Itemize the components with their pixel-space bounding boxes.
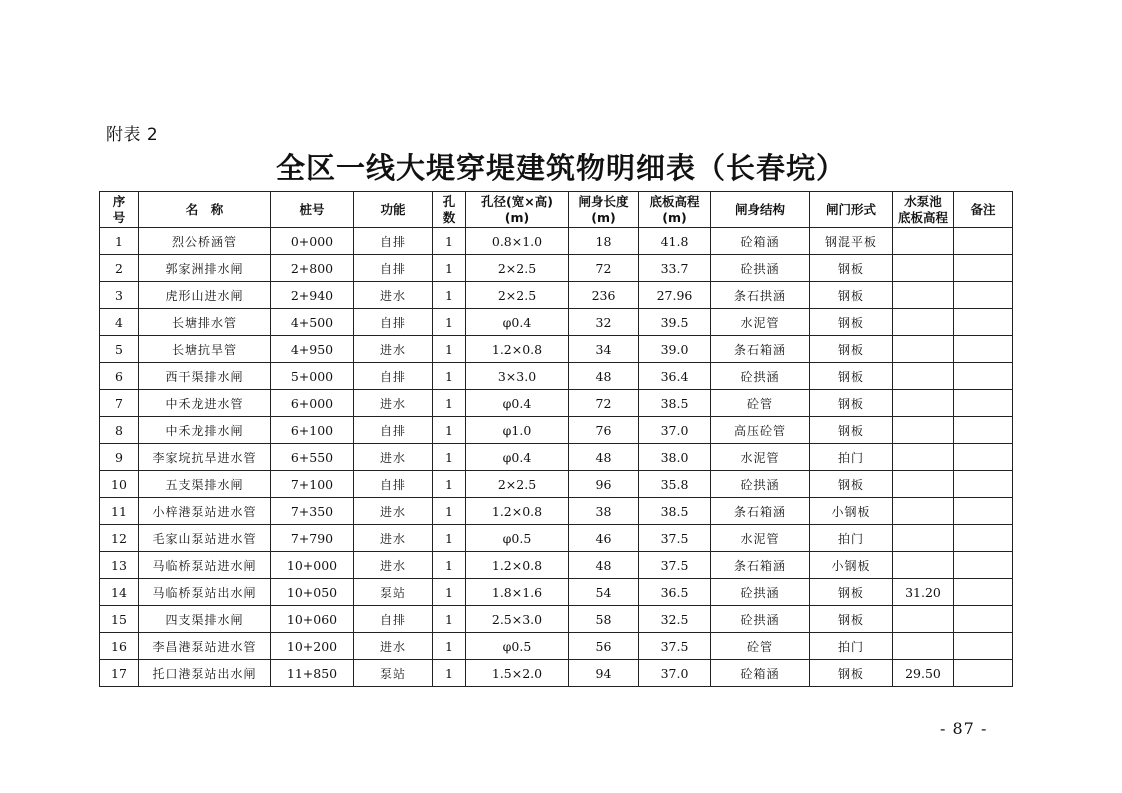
table-cell: 1: [433, 282, 466, 309]
table-cell: φ0.5: [466, 633, 569, 660]
table-cell: 17: [100, 660, 139, 687]
table-cell: 1.2×0.8: [466, 552, 569, 579]
table-cell: [893, 471, 954, 498]
table-cell: 37.0: [639, 660, 711, 687]
table-cell: 72: [569, 390, 639, 417]
column-header-line2: 号: [112, 209, 126, 225]
table-cell: 自排: [354, 228, 433, 255]
table-cell: 2: [100, 255, 139, 282]
page-number: - 87 -: [940, 719, 988, 738]
table-cell: 36.5: [639, 579, 711, 606]
table-cell: 自排: [354, 417, 433, 444]
table-cell: [893, 336, 954, 363]
table-cell: 1.5×2.0: [466, 660, 569, 687]
table-cell: 94: [569, 660, 639, 687]
table-cell: [893, 282, 954, 309]
table-cell: 2×2.5: [466, 282, 569, 309]
table-cell: 0.8×1.0: [466, 228, 569, 255]
table-cell: 砼拱涵: [711, 363, 810, 390]
table-row: [100, 417, 1013, 444]
table-cell: 7+790: [271, 525, 354, 552]
table-cell: 38.0: [639, 444, 711, 471]
table-row: [100, 390, 1013, 417]
table-cell: [954, 525, 1013, 552]
table-cell: 27.96: [639, 282, 711, 309]
column-header-line1: 水泵池: [904, 193, 942, 209]
table-cell: 钢板: [810, 363, 893, 390]
table-cell: 泵站: [354, 579, 433, 606]
table-cell: 进水: [354, 498, 433, 525]
table-cell: 虎形山进水闸: [139, 282, 271, 309]
table-cell: 5+000: [271, 363, 354, 390]
table-cell: 1: [433, 390, 466, 417]
table-cell: 37.0: [639, 417, 711, 444]
table-cell: 1.2×0.8: [466, 336, 569, 363]
table-cell: 32.5: [639, 606, 711, 633]
table-cell: [954, 390, 1013, 417]
table-cell: 38.5: [639, 498, 711, 525]
table-cell: [893, 417, 954, 444]
table-cell: 进水: [354, 390, 433, 417]
column-header: [466, 192, 569, 228]
table-row: [100, 255, 1013, 282]
column-header-line2: (m): [591, 209, 616, 225]
table-cell: [893, 633, 954, 660]
table-cell: [954, 660, 1013, 687]
table-cell: 钢板: [810, 471, 893, 498]
table-cell: φ1.0: [466, 417, 569, 444]
table-cell: 4: [100, 309, 139, 336]
column-header: [100, 192, 139, 228]
table-cell: [954, 606, 1013, 633]
table-cell: 进水: [354, 552, 433, 579]
table-cell: 0+000: [271, 228, 354, 255]
table-cell: 58: [569, 606, 639, 633]
table-cell: 自排: [354, 471, 433, 498]
table-cell: 钢板: [810, 417, 893, 444]
table-cell: 1: [433, 363, 466, 390]
column-header-line1: 闸门形式: [825, 201, 876, 217]
structures-table: [99, 191, 1013, 687]
table-cell: [954, 309, 1013, 336]
table-cell: 11: [100, 498, 139, 525]
table-cell: 1: [433, 633, 466, 660]
table-row: [100, 552, 1013, 579]
table-cell: 48: [569, 444, 639, 471]
table-cell: 10+000: [271, 552, 354, 579]
table-cell: 7+350: [271, 498, 354, 525]
table-cell: 37.5: [639, 525, 711, 552]
table-cell: 五支渠排水闸: [139, 471, 271, 498]
table-cell: 马临桥泵站进水闸: [139, 552, 271, 579]
table-cell: 16: [100, 633, 139, 660]
column-header-line1: 名 称: [185, 201, 224, 217]
table-cell: 托口港泵站出水闸: [139, 660, 271, 687]
table-row: [100, 336, 1013, 363]
table-cell: 李昌港泵站进水管: [139, 633, 271, 660]
table-cell: 11+850: [271, 660, 354, 687]
table-cell: [893, 228, 954, 255]
table-cell: [954, 579, 1013, 606]
column-header: [639, 192, 711, 228]
table-cell: [954, 633, 1013, 660]
table-cell: 砼拱涵: [711, 255, 810, 282]
table-cell: φ0.5: [466, 525, 569, 552]
table-cell: [893, 444, 954, 471]
table-cell: 毛家山泵站进水管: [139, 525, 271, 552]
table-cell: 水泥管: [711, 444, 810, 471]
table-cell: 条石箱涵: [711, 498, 810, 525]
table-row: [100, 579, 1013, 606]
table-cell: 钢板: [810, 579, 893, 606]
table-cell: 砼箱涵: [711, 660, 810, 687]
table-row: [100, 633, 1013, 660]
table-cell: 32: [569, 309, 639, 336]
table-row: [100, 660, 1013, 687]
table-cell: 10+200: [271, 633, 354, 660]
column-header: [893, 192, 954, 228]
table-cell: 2×2.5: [466, 471, 569, 498]
table-cell: 6+550: [271, 444, 354, 471]
column-header: [954, 192, 1013, 228]
table-cell: 39.0: [639, 336, 711, 363]
table-cell: 钢板: [810, 606, 893, 633]
table-cell: 砼箱涵: [711, 228, 810, 255]
table-cell: 6+000: [271, 390, 354, 417]
table-cell: 39.5: [639, 309, 711, 336]
table-cell: 1: [433, 660, 466, 687]
table-cell: 钢板: [810, 309, 893, 336]
table-cell: 15: [100, 606, 139, 633]
table-cell: 48: [569, 363, 639, 390]
table-cell: 钢板: [810, 255, 893, 282]
table-cell: 钢混平板: [810, 228, 893, 255]
column-header-line1: 闸身结构: [734, 201, 785, 217]
column-header: [139, 192, 271, 228]
table-cell: [893, 552, 954, 579]
table-cell: 37.5: [639, 552, 711, 579]
table-cell: 4+950: [271, 336, 354, 363]
column-header: [271, 192, 354, 228]
table-cell: [954, 282, 1013, 309]
table-cell: 自排: [354, 363, 433, 390]
table-cell: 进水: [354, 633, 433, 660]
table-cell: 29.50: [893, 660, 954, 687]
table-cell: 1: [433, 606, 466, 633]
table-cell: 8: [100, 417, 139, 444]
table-cell: 水泥管: [711, 525, 810, 552]
table-cell: [893, 390, 954, 417]
table-cell: 6: [100, 363, 139, 390]
table-cell: 33.7: [639, 255, 711, 282]
table-cell: 1.2×0.8: [466, 498, 569, 525]
table-cell: 砼拱涵: [711, 579, 810, 606]
table-cell: [954, 228, 1013, 255]
column-header-line1: 备注: [970, 201, 996, 217]
table-cell: 砼拱涵: [711, 471, 810, 498]
table-cell: 48: [569, 552, 639, 579]
column-header: [433, 192, 466, 228]
table-cell: 西干渠排水闸: [139, 363, 271, 390]
table-cell: 进水: [354, 444, 433, 471]
table-cell: 烈公桥涵管: [139, 228, 271, 255]
table-cell: 9: [100, 444, 139, 471]
table-cell: [893, 498, 954, 525]
table-cell: 31.20: [893, 579, 954, 606]
table-cell: 拍门: [810, 525, 893, 552]
table-cell: 34: [569, 336, 639, 363]
table-header-row: [100, 192, 1013, 228]
table-cell: 条石拱涵: [711, 282, 810, 309]
table-cell: 1: [433, 471, 466, 498]
table-cell: 自排: [354, 255, 433, 282]
table-cell: 高压砼管: [711, 417, 810, 444]
table-cell: 小钢板: [810, 552, 893, 579]
table-cell: 钢板: [810, 390, 893, 417]
table-cell: 1: [433, 525, 466, 552]
table-cell: 38: [569, 498, 639, 525]
table-cell: 5: [100, 336, 139, 363]
table-cell: 6+100: [271, 417, 354, 444]
table-cell: 1: [433, 552, 466, 579]
column-header-line1: 序: [112, 193, 126, 209]
table-cell: 钢板: [810, 282, 893, 309]
table-cell: 中禾龙进水管: [139, 390, 271, 417]
table-cell: 小梓港泵站进水管: [139, 498, 271, 525]
table-cell: [893, 606, 954, 633]
appendix-label: 附表 2: [106, 125, 159, 145]
table-cell: 1: [100, 228, 139, 255]
column-header-line1: 闸身长度: [578, 193, 629, 209]
table-cell: 2×2.5: [466, 255, 569, 282]
table-row: [100, 606, 1013, 633]
table-cell: [893, 309, 954, 336]
table-row: [100, 228, 1013, 255]
table-cell: [954, 552, 1013, 579]
table-cell: 1: [433, 444, 466, 471]
table-cell: 小钢板: [810, 498, 893, 525]
table-cell: 砼拱涵: [711, 606, 810, 633]
column-header-line2: (m): [504, 209, 530, 225]
table-cell: 56: [569, 633, 639, 660]
table-cell: 54: [569, 579, 639, 606]
table-cell: 进水: [354, 282, 433, 309]
table-cell: 1.8×1.6: [466, 579, 569, 606]
table-cell: 长塘抗旱管: [139, 336, 271, 363]
table-cell: 1: [433, 228, 466, 255]
table-cell: 10+060: [271, 606, 354, 633]
table-cell: [893, 255, 954, 282]
table-cell: 水泥管: [711, 309, 810, 336]
table-body: [100, 228, 1013, 687]
table-cell: 4+500: [271, 309, 354, 336]
table-cell: [954, 336, 1013, 363]
table-cell: 35.8: [639, 471, 711, 498]
column-header-line2: 数: [442, 209, 456, 225]
table-cell: φ0.4: [466, 390, 569, 417]
table-cell: 砼管: [711, 390, 810, 417]
table-cell: [954, 498, 1013, 525]
table-cell: 7: [100, 390, 139, 417]
table-cell: 13: [100, 552, 139, 579]
table-cell: 李家垸抗旱进水管: [139, 444, 271, 471]
column-header-line2: 底板高程: [897, 209, 948, 225]
table-cell: 37.5: [639, 633, 711, 660]
table-row: [100, 363, 1013, 390]
table-cell: [954, 255, 1013, 282]
table-cell: 12: [100, 525, 139, 552]
table-cell: 38.5: [639, 390, 711, 417]
column-header: [354, 192, 433, 228]
table-cell: 36.4: [639, 363, 711, 390]
table-cell: 1: [433, 498, 466, 525]
table-row: [100, 471, 1013, 498]
table-cell: 2.5×3.0: [466, 606, 569, 633]
table-cell: 10: [100, 471, 139, 498]
column-header-line2: (m): [662, 209, 687, 225]
table-cell: 自排: [354, 309, 433, 336]
table-cell: 1: [433, 336, 466, 363]
table-cell: 72: [569, 255, 639, 282]
table-cell: 拍门: [810, 444, 893, 471]
table-cell: 钢板: [810, 336, 893, 363]
table-cell: 1: [433, 417, 466, 444]
table-cell: [893, 525, 954, 552]
column-header-line1: 桩号: [299, 201, 325, 217]
table-cell: 条石箱涵: [711, 336, 810, 363]
table-cell: 1: [433, 255, 466, 282]
table-cell: 41.8: [639, 228, 711, 255]
table-cell: 条石箱涵: [711, 552, 810, 579]
table-cell: 236: [569, 282, 639, 309]
table-cell: [954, 471, 1013, 498]
table-cell: 1: [433, 309, 466, 336]
table-cell: 四支渠排水闸: [139, 606, 271, 633]
table-cell: 14: [100, 579, 139, 606]
table-cell: 2+940: [271, 282, 354, 309]
column-header-line1: 底板高程: [649, 193, 700, 209]
table-cell: φ0.4: [466, 309, 569, 336]
table-row: [100, 498, 1013, 525]
table-cell: 10+050: [271, 579, 354, 606]
table-cell: [893, 363, 954, 390]
table-cell: 18: [569, 228, 639, 255]
table-cell: 96: [569, 471, 639, 498]
table-cell: [954, 363, 1013, 390]
table-cell: 2+800: [271, 255, 354, 282]
table-row: [100, 444, 1013, 471]
table-cell: 钢板: [810, 660, 893, 687]
table-cell: 马临桥泵站出水闸: [139, 579, 271, 606]
table-cell: 泵站: [354, 660, 433, 687]
table-cell: 郭家洲排水闸: [139, 255, 271, 282]
table-cell: 46: [569, 525, 639, 552]
table-cell: 3×3.0: [466, 363, 569, 390]
table-cell: 砼管: [711, 633, 810, 660]
table-cell: 76: [569, 417, 639, 444]
table-row: [100, 309, 1013, 336]
table-cell: [954, 417, 1013, 444]
column-header: [711, 192, 810, 228]
table-row: [100, 525, 1013, 552]
table-cell: 进水: [354, 336, 433, 363]
page-title: 全区一线大堤穿堤建筑物明细表（长春垸）: [275, 151, 846, 185]
table-cell: 拍门: [810, 633, 893, 660]
table-cell: φ0.4: [466, 444, 569, 471]
table-cell: 7+100: [271, 471, 354, 498]
column-header-line1: 功能: [380, 201, 406, 217]
table-cell: 进水: [354, 525, 433, 552]
table-cell: 3: [100, 282, 139, 309]
table-cell: 自排: [354, 606, 433, 633]
table-cell: 长塘排水管: [139, 309, 271, 336]
table-cell: 1: [433, 579, 466, 606]
table-cell: 中禾龙排水闸: [139, 417, 271, 444]
table-row: [100, 282, 1013, 309]
column-header-line1: 孔径(宽×高): [481, 193, 553, 209]
column-header-line1: 孔: [442, 193, 456, 209]
column-header: [569, 192, 639, 228]
table-cell: [954, 444, 1013, 471]
column-header: [810, 192, 893, 228]
